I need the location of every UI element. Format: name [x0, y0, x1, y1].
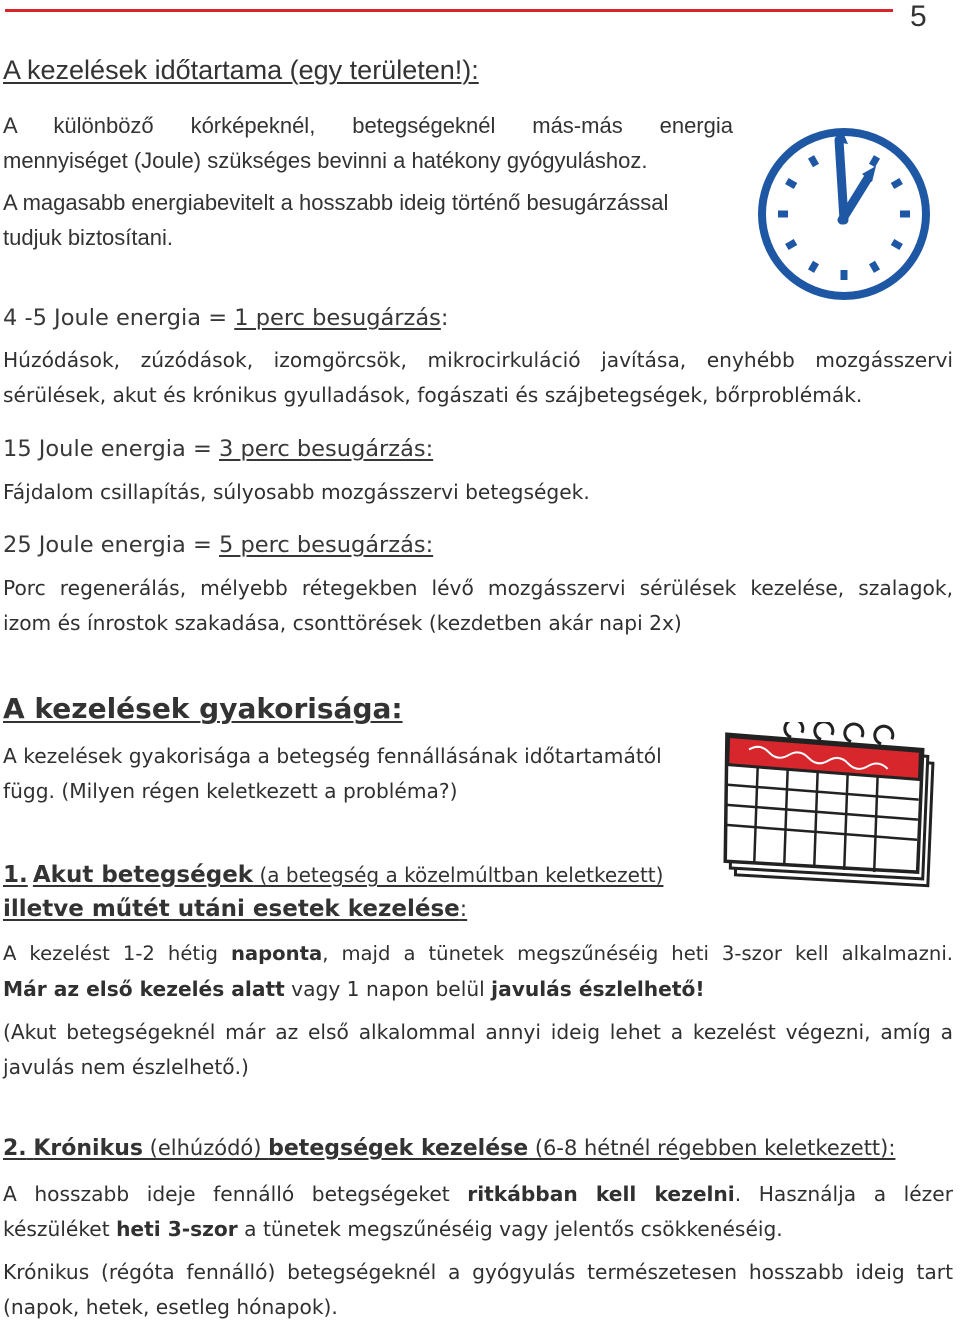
- item3-heading: [3, 532, 433, 558]
- item2-energy: 15 Joule energia =: [3, 436, 219, 462]
- chronic-title-2: betegségek kezelése: [268, 1136, 529, 1161]
- chronic-title: Krónikus: [33, 1136, 143, 1161]
- chronic-p1-b: ritkábban kell kezelni: [467, 1182, 735, 1206]
- item1-colon: :: [440, 305, 449, 331]
- acute-p1-c: , majd a tünetek megszűnéséig heti 3-szor kell alkalmazni.: [322, 942, 953, 965]
- item1-duration: 1 perc besugárzás: [234, 305, 441, 331]
- item3-energy: 25 Joule energia =: [3, 532, 219, 558]
- acute-p3-1: (Akut betegségeknél már az első alkalommal annyi ideig lehet a kezelést végezni, amíg a: [3, 1020, 953, 1044]
- chronic-p1-a: A hosszabb ideje fennálló betegségeket: [3, 1182, 468, 1206]
- acute-p3-2: javulás nem észlelhető.): [3, 1055, 249, 1079]
- acute-p2: [3, 977, 705, 1001]
- intro-line-3: A magasabb energiabevitelt a hosszabb ideig történő besugárzással: [3, 190, 669, 215]
- acute-p2-b: vagy 1 napon belül: [284, 977, 492, 1001]
- item2-text-1: Fájdalom csillapítás, súlyosabb mozgásszervi betegségek.: [3, 480, 590, 504]
- chronic-p2: [3, 1217, 783, 1241]
- clock-icon: [752, 122, 936, 306]
- header-rule: [5, 9, 893, 12]
- chronic-p1-c: . Használja a lézer: [734, 1182, 954, 1206]
- acute-colon: :: [459, 897, 468, 922]
- item1-heading: [3, 305, 448, 331]
- clock-tick: [892, 242, 901, 247]
- acute-number: 1.: [3, 862, 28, 888]
- intro-line-1: A különböző kórképeknél, betegségeknél más-más energia: [3, 113, 733, 138]
- acute-p2-c: javulás észlelhető!: [491, 977, 705, 1001]
- chronic-mid: (elhúzódó): [142, 1136, 269, 1160]
- item1-text-2: sérülések, akut és krónikus gyulladások, fogászati és szájbetegségek, bőrproblémák.: [3, 383, 863, 407]
- item2-heading: [3, 436, 433, 462]
- acute-postop: illetve műtét utáni esetek kezelése: [3, 896, 460, 922]
- page-number: 5: [910, 0, 927, 33]
- acute-heading-line-2: [3, 896, 467, 922]
- section-title-duration: A kezelések időtartama (egy területen!):: [3, 55, 479, 85]
- item3-duration: 5 perc besugárzás:: [218, 532, 434, 558]
- intro-line-4: tudjuk biztosítani.: [3, 225, 173, 250]
- freq-intro-1: A kezelések gyakorisága a betegség fennállásának időtartamától: [3, 744, 662, 768]
- section-title-frequency: A kezelések gyakorisága:: [3, 692, 403, 725]
- acute-title: Akut betegségek: [32, 862, 254, 888]
- chronic-p2-b: heti 3-szor: [116, 1217, 238, 1241]
- item2-duration: 3 perc besugárzás:: [218, 436, 434, 462]
- clock-tick: [811, 157, 816, 166]
- freq-intro-2: függ. (Milyen régen keletkezett a probléma?): [3, 779, 458, 803]
- item1-energy: 4 -5 Joule energia =: [3, 305, 235, 331]
- acute-p1-a: A kezelést 1-2 hétig: [3, 942, 231, 965]
- clock-tick: [892, 181, 901, 186]
- intro-line-2: mennyiséget (Joule) szükséges bevinni a hatékony gyógyuláshoz.: [3, 148, 648, 173]
- calendar-icon: [712, 722, 958, 890]
- clock-tick: [787, 242, 796, 247]
- chronic-rest: (6-8 hétnél régebben keletkezett):: [528, 1136, 896, 1160]
- chronic-p2-c: a tünetek megszűnéséig vagy jelentős csökkenéséig.: [237, 1217, 783, 1241]
- clock-tick: [872, 157, 877, 166]
- acute-p1: [3, 942, 953, 965]
- acute-p1-b: naponta: [230, 942, 323, 965]
- item3-text-1: Porc regenerálás, mélyebb rétegekben lévő mozgásszervi sérülések kezelése, szalagok,: [3, 576, 953, 600]
- chronic-p3-1: Krónikus (régóta fennálló) betegségeknél a gyógyulás természetesen hosszabb ideig tart: [3, 1260, 953, 1284]
- item3-text-2: izom és ínrostok szakadása, csonttörések (kezdetben akár napi 2x): [3, 611, 682, 635]
- clock-tick: [811, 262, 816, 271]
- chronic-p1: [3, 1182, 953, 1206]
- chronic-heading: [3, 1136, 895, 1161]
- acute-heading-line-1: [3, 862, 663, 888]
- acute-p2-a: Már az első kezelés alatt: [3, 977, 285, 1001]
- chronic-number: 2.: [3, 1136, 27, 1161]
- chronic-p3-2: (napok, hetek, esetleg hónapok).: [3, 1295, 338, 1319]
- clock-tick: [872, 262, 877, 271]
- clock-tick: [787, 181, 796, 186]
- item1-text-1: Húzódások, zúzódások, izomgörcsök, mikrocirkuláció javítása, enyhébb mozgásszervi: [3, 348, 953, 372]
- chronic-p2-a: készüléket: [3, 1217, 117, 1241]
- acute-subtitle: (a betegség a közelmúltban keletkezett): [253, 863, 664, 887]
